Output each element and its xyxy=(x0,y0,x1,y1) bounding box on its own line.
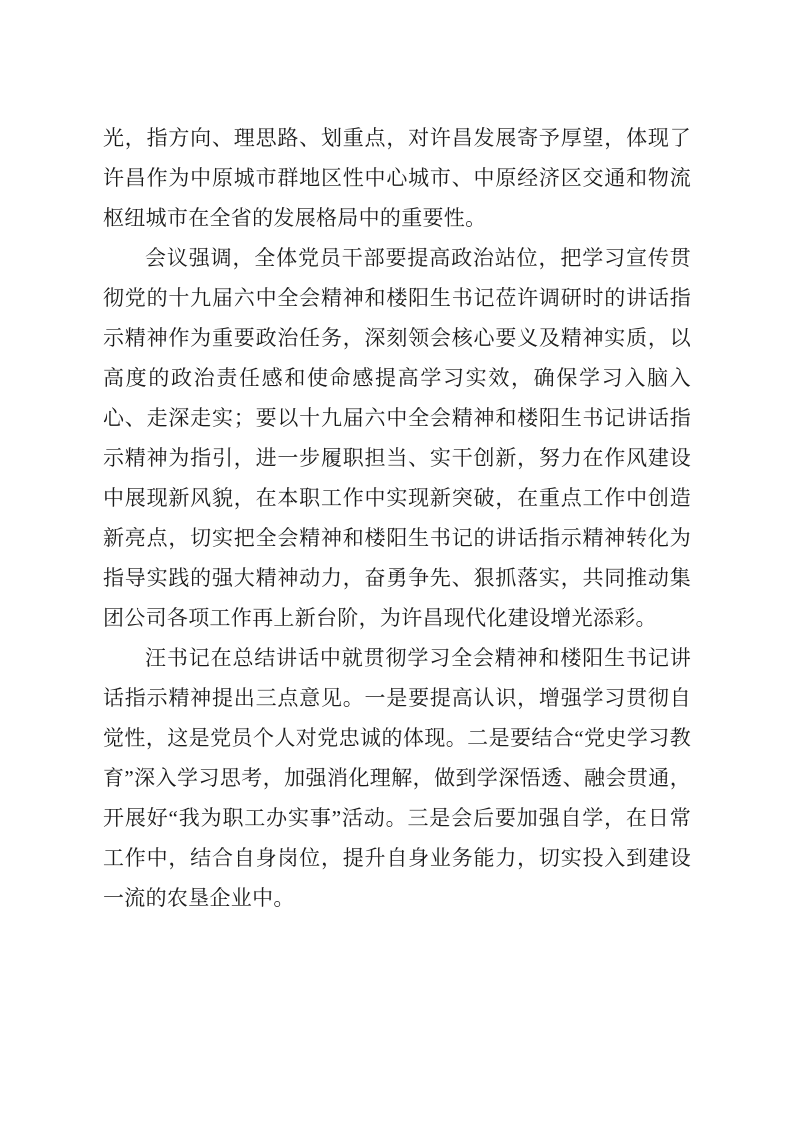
paragraph-meeting-emphasis: 会议强调，全体党员干部要提高政治站位，把学习宣传贯彻党的十九届六中全会精神和楼阳生书记莅许调研时的讲话指示精神作为重要政治任务，深刻领会核心要义及精神实质，以高度的政治责任感和使命感提高学习实效，确保学习入脑入心、走深走实；要以十九届六中全会精神和楼阳生书记讲话指示精神为指引，进一步履职担当、实干创新，努力在作风建设中展现新风貌，在本职工作中实现新突破，在重点工作中创造新亮点，切实把全会精神和楼阳生书记的讲话指示精神转化为指导实践的强大精神动力，奋勇争先、狠抓落实，共同推动集团公司各项工作再上新台阶，为许昌现代化建设增光添彩。 xyxy=(103,246,691,630)
paragraph-continuation: 光，指方向、理思路、划重点，对许昌发展寄予厚望，体现了许昌作为中原城市群地区性中心城市、中原经济区交通和物流枢纽城市在全省的发展格局中的重要性。 xyxy=(103,126,691,230)
document-body xyxy=(103,118,691,918)
paragraph-secretary-remarks: 汪书记在总结讲话中就贯彻学习全会精神和楼阳生书记讲话指示精神提出三点意见。一是要提高认识，增强学习贯彻自觉性，这是党员个人对党忠诚的体现。二是要结合“党史学习教育”深入学习思考，加强消化理解，做到学深悟透、融会贯通，开展好“我为职工办实事”活动。三是会后要加强自学，在日常工作中，结合自身岗位，提升自身业务能力，切实投入到建设一流的农垦企业中。 xyxy=(103,646,691,910)
